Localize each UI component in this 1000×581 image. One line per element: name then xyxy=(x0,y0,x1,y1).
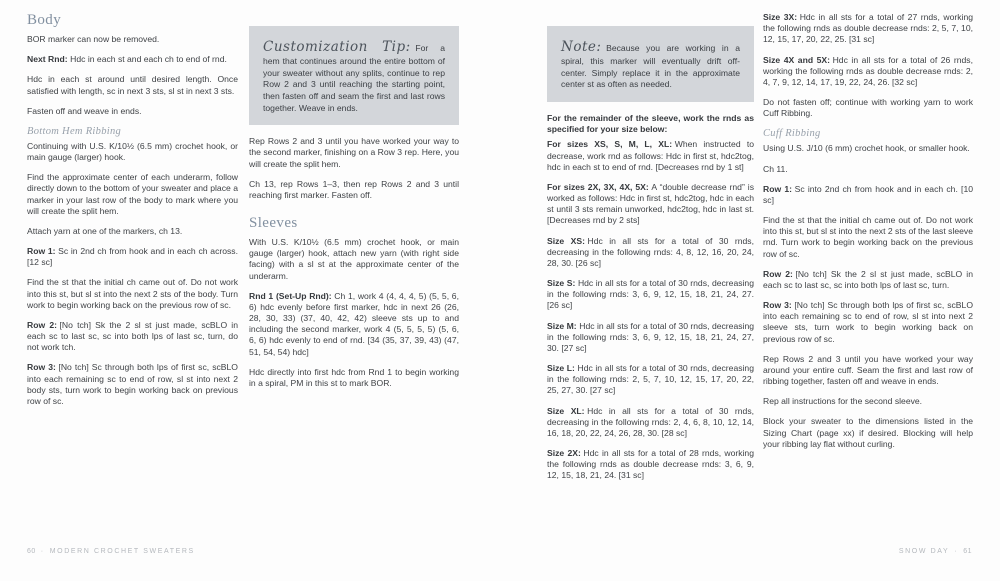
chapter-title: SNOW DAY xyxy=(898,548,950,555)
paragraph: Find the approximate center of each underarm, follow directly down to the bottom of your sweater and place a marker in your last row of the body to mark where you will create the split hem. xyxy=(27,172,238,216)
paragraph: Rep Rows 2 and 3 until you have worked your way around your entire cuff. Seam the first and last row of ribbing together, fasten off and weave in ends. xyxy=(763,353,973,387)
book-title: MODERN CROCHET SWEATERS xyxy=(49,548,195,555)
paragraph-lead: Size M: xyxy=(547,320,577,331)
paragraph: Do not fasten off; continue with working yarn to work Cuff Ribbing. xyxy=(763,97,973,119)
paragraph: Using U.S. J/10 (6 mm) crochet hook, or smaller hook. xyxy=(763,143,970,154)
footer-separator: · xyxy=(40,548,45,555)
paragraph-lead: Size S: xyxy=(547,278,576,289)
paragraph-lead: Row 3: xyxy=(763,300,792,311)
paragraph: Size 4X and 5X: Hdc in all sts for a total of 26 rnds, working the following rnds as double decrease rnds: 2, 4, 7, 9, 12, 14, 17, 19, 22, 24, 26. [32 sc] xyxy=(763,54,973,87)
paragraph: Size XL: Hdc in all sts for a total of 30 rnds, decreasing in the following rnds: 2, 4, 6, 8, 10, 12, 14, 16, 18, 20, 22, 24, 26, 28, 30. [28 sc] xyxy=(547,405,755,438)
right-page-column-2 xyxy=(763,12,973,459)
paragraph: Block your sweater to the dimensions listed in the Sizing Chart (page xx) if desired. Blocking will help your ribbing lay flat without curling. xyxy=(763,416,973,449)
paragraph: For sizes 2X, 3X, 4X, 5X: A “double decrease rnd” is worked as follows: Hdc in first st, hdc2tog, hdc in each st until 3 sts remain unworked, hdc2tog, hdc in last st. [Decreases rnd by 2 sts] xyxy=(547,181,754,226)
paragraph: Hdc directly into first hdc from Rnd 1 to begin working in a spiral, PM in this st to mark BOR. xyxy=(249,366,459,388)
paragraph: Rnd 1 (Set-Up Rnd): Ch 1, work 4 (4, 4, 4, 5) (5, 5, 6, 6) hdc evenly before first marker, hdc in next 26 (26, 28, 30, 33) (37, 40, 42, 42) sleeve sts up to and including the second marker, work 4 (5, 5, 5, 5) (5, 6, 6, 6) hdc evenly to end of rnd. [34 (35, 37, 39, 43) (47, 51, 54, 54) hdc] xyxy=(249,290,459,357)
paragraph-lead: Next Rnd: xyxy=(27,54,68,65)
subheading-cuff-ribbing: Cuff Ribbing xyxy=(763,128,821,140)
left-page-footer xyxy=(27,548,195,555)
paragraph: Size 2X: Hdc in all sts for a total of 28 rnds, working the following rnds as double decrease rnds: 3, 6, 9, 12, 15, 18, 21, 24. [31 sc] xyxy=(547,448,754,481)
paragraph: Continuing with U.S. K/10½ (6.5 mm) crochet hook, or main gauge (larger) hook. xyxy=(27,140,238,163)
paragraph: Find the st that the initial ch came out of. Do not work into this st, but sl st into the next 2 sts of the body. Turn work to begin working back on the previous row of sc. xyxy=(27,277,238,310)
paragraph-lead: Row 1: xyxy=(763,183,793,194)
section-heading-sleeves: Sleeves xyxy=(249,215,298,232)
note-script-label: Note: xyxy=(561,39,602,55)
left-page-column-1 xyxy=(27,12,238,416)
paragraph-lead: Size 3X: xyxy=(763,12,798,22)
paragraph-lead: Row 2: xyxy=(763,268,793,279)
page-number: 61 xyxy=(963,548,972,555)
page-number: 60 xyxy=(27,548,36,555)
paragraph: Find the st that the initial ch came out of. Do not work into this st, but sl st into the next 2 sts of the last sleeve rnd. Turn work to begin working back on the previous row of sc. xyxy=(763,215,973,259)
paragraph-lead: Size 2X: xyxy=(547,448,581,459)
left-page-column-2 xyxy=(249,26,459,398)
paragraph: Row 1: Sc in 2nd ch from hook and in each ch across. [12 sc] xyxy=(27,246,238,268)
tip-text: Customization Tip: For a hem that continues around the entire bottom of your sweater without any splits, continue to rep Row 2 and 3 until reaching the starting point, then fasten off and seam the first and last rows together. Weave in ends. xyxy=(263,39,445,113)
right-page-footer xyxy=(899,548,972,555)
note-text: Note: Because you are working in a spiral, this marker will eventually drift off-center. Simply replace it in the approximate center st as often as needed. xyxy=(561,39,740,90)
section-heading-body: Body xyxy=(27,12,62,28)
paragraph: Size XS: Hdc in all sts for a total of 30 rnds, decreasing in the following rnds: 4, 8, 12, 16, 20, 24, 28, 30. [26 sc] xyxy=(547,235,754,268)
footer-separator: · xyxy=(954,548,959,555)
paragraph: Ch 13, rep Rows 1–3, then rep Rows 2 and 3 until reaching first marker. Fasten off. xyxy=(249,178,459,200)
paragraph: With U.S. K/10½ (6.5 mm) crochet hook, or main gauge (larger) hook, attach new yarn (with right side facing) with a sl st at the approximate center of the underarm. xyxy=(249,237,459,281)
right-page-column-1 xyxy=(547,26,754,491)
paragraph: Ch 11. xyxy=(763,163,788,174)
paragraph-lead: Row 2: xyxy=(27,319,57,330)
subheading-bottom-hem-ribbing: Bottom Hem Ribbing xyxy=(27,125,122,137)
paragraph: Fasten off and weave in ends. xyxy=(27,105,142,116)
paragraph: Row 3: [No tch] Sc through both lps of first sc, scBLO into each remaining sc to end of row, sl st into next 2 body sts, turn work to begin working back on previous row of sc. xyxy=(27,362,238,406)
paragraph: Size S: Hdc in all sts for a total of 30 rnds, decreasing in the following rnds: 3, 6, 9, 12, 15, 18, 21, 24, 27. [26 sc] xyxy=(547,278,754,311)
paragraph: Row 3: [No tch] Sc through both lps of first sc, scBLO into each remaining sc to end of row, sl st into next 2 sleeve sts, turn work to begin working back on previous row of sc. xyxy=(763,300,973,344)
paragraph-lead: For sizes XS, S, M, L, XL: xyxy=(547,139,673,150)
customization-tip-box xyxy=(249,26,459,125)
paragraph: BOR marker can now be removed. xyxy=(27,34,160,44)
paragraph: Next Rnd: Hdc in each st and each ch to end of rnd. xyxy=(27,54,227,65)
paragraph: Size L: Hdc in all sts for a total of 30 rnds, decreasing in the following rnds: 2, 5, 7, 10, 12, 15, 17, 20, 22, 25, 27, 30. [27 sc] xyxy=(547,363,754,396)
paragraph: Attach yarn at one of the markers, ch 13. xyxy=(27,225,183,236)
size-instructions-intro: For the remainder of the sleeve, work the rnds as specified for your size below: xyxy=(547,113,754,135)
paragraph: Size 3X: Hdc in all sts for a total of 27 rnds, working the following rnds as double decrease rnds: 2, 5, 7, 10, 12, 15, 17, 20, 22, 25. [31 sc] xyxy=(763,12,974,45)
paragraph: Row 2: [No tch] Sk the 2 sl st just made, scBLO in each sc to last sc, sc into both lps of last sc, turn, do not work tch. xyxy=(27,319,238,353)
paragraph: Row 2: [No tch] Sk the 2 sl st just made, scBLO in each sc to last sc, sc into both lps of last sc, turn. xyxy=(763,268,973,290)
paragraph-lead: Size XL: xyxy=(547,405,585,416)
paragraph-lead: Size 4X and 5X: xyxy=(763,54,831,65)
paragraph-lead: Size L: xyxy=(547,363,575,374)
paragraph: Hdc in each st around until desired length. Once satisfied with length, sc in next 3 sts, sl st in next 3 sts. xyxy=(27,74,238,96)
paragraph-lead: Row 3: xyxy=(27,362,56,373)
paragraph-lead: Rnd 1 (Set-Up Rnd): xyxy=(249,290,332,301)
paragraph-lead: Row 1: xyxy=(27,246,56,257)
paragraph-lead: Size XS: xyxy=(547,235,585,246)
paragraph-lead: For sizes 2X, 3X, 4X, 5X: xyxy=(547,181,649,192)
paragraph: Rep all instructions for the second sleeve. xyxy=(763,396,923,407)
paragraph: Size M: Hdc in all sts for a total of 30 rnds, decreasing in the following rnds: 3, 6, 9, 12, 15, 18, 21, 24, 27, 30. [27 sc] xyxy=(547,320,754,353)
paragraph: Rep Rows 2 and 3 until you have worked your way to the second marker, finishing on a Row 3 rep. Here, you will create the split hem. xyxy=(249,136,459,169)
note-box xyxy=(547,26,754,102)
tip-script-label: Customization Tip: xyxy=(263,39,411,55)
paragraph: Row 1: Sc into 2nd ch from hook and in each ch. [10 sc] xyxy=(763,183,974,205)
paragraph: For sizes XS, S, M, L, XL: When instructed to decrease, work rnd as follows: Hdc in first st, hdc2tog, hdc in each st to end of rnd. [Decreases rnd by 1 st] xyxy=(547,139,754,172)
